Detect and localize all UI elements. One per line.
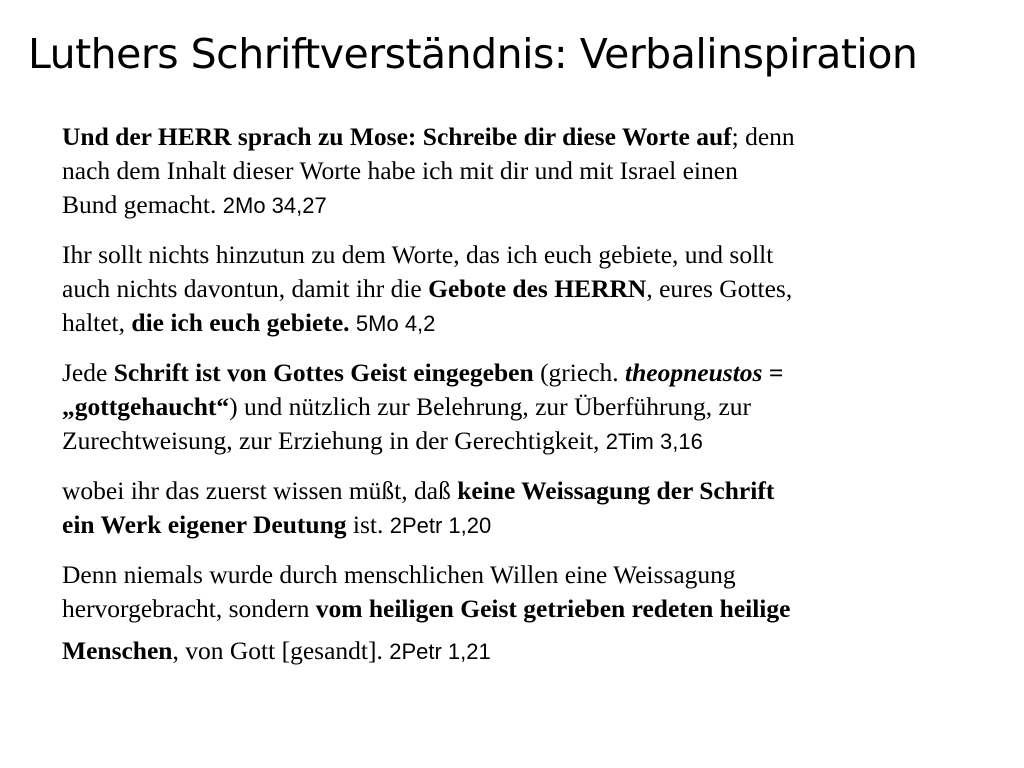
text-line [62,390,987,424]
slide-body [62,120,987,684]
text-line [62,592,987,626]
bible-reference: 2Tim 3,16 [605,429,703,454]
text-run: Ihr sollt nichts hinzutun zu dem Worte, das ich euch gebiete, und sollt [62,240,774,269]
text-line [62,238,987,272]
bible-reference: 5Mo 4,2 [355,311,436,336]
paragraph [62,356,987,459]
text-run: Bund gemacht. [62,190,223,219]
bold-italic-text: theopneustos [625,358,763,387]
text-line [62,634,987,669]
text-run: wobei ihr das zuerst wissen müßt, daß [62,476,458,505]
text-run: (griech. [533,358,626,387]
bold-text: = [762,358,784,387]
text-run: , eures Gottes, [646,274,793,303]
bold-text: vom heiligen Geist getrieben redeten heilige [315,594,791,623]
text-run: ) und nützlich zur Belehrung, zur Überführung, zur [229,392,752,421]
bold-text: Gebote des HERRN [428,274,647,303]
text-line [62,474,987,508]
bold-text: ein Werk eigener Deutung [62,510,347,539]
bold-text: Menschen [62,636,173,665]
bible-reference: 2Mo 34,27 [222,193,327,218]
bible-reference: 2Petr 1,21 [389,639,491,664]
bold-text: die ich euch gebiete. [131,308,350,337]
text-line [62,306,987,341]
paragraph [62,474,987,543]
text-line [62,558,987,592]
text-line [62,508,987,543]
text-line [62,188,987,223]
paragraph [62,558,987,626]
text-run: Zurechtweisung, zur Erziehung in der Gerechtigkeit, [62,426,606,455]
bold-text: Und der HERR sprach zu Mose: Schreibe dir diese Worte auf [62,122,732,151]
text-run: Denn niemals wurde durch menschlichen Willen eine Weissagung [62,560,736,589]
text-line [62,356,987,390]
text-run: Jede [62,358,114,387]
bold-text: keine Weissagung der Schrift [457,476,775,505]
text-run: , von Gott [gesandt]. [172,636,390,665]
bible-reference: 2Petr 1,20 [389,513,492,538]
bold-text: „gottgehaucht“ [62,392,230,421]
text-run: hervorgebracht, sondern [62,594,316,623]
paragraph [62,238,987,341]
text-run: ist. [346,510,390,539]
paragraph [62,634,987,669]
text-run: haltet, [62,308,132,337]
slide-title: Luthers Schriftverständnis: Verbalinspiration [28,30,918,78]
text-line [62,424,987,459]
text-run: ; denn [731,122,795,151]
text-run: auch nichts davontun, damit ihr die [62,274,429,303]
paragraph [62,120,987,223]
text-line [62,120,987,154]
text-run: nach dem Inhalt dieser Worte habe ich mit dir und mit Israel einen [62,156,738,185]
bold-text: Schrift ist von Gottes Geist eingegeben [113,358,534,387]
text-line [62,154,987,188]
text-line [62,272,987,306]
